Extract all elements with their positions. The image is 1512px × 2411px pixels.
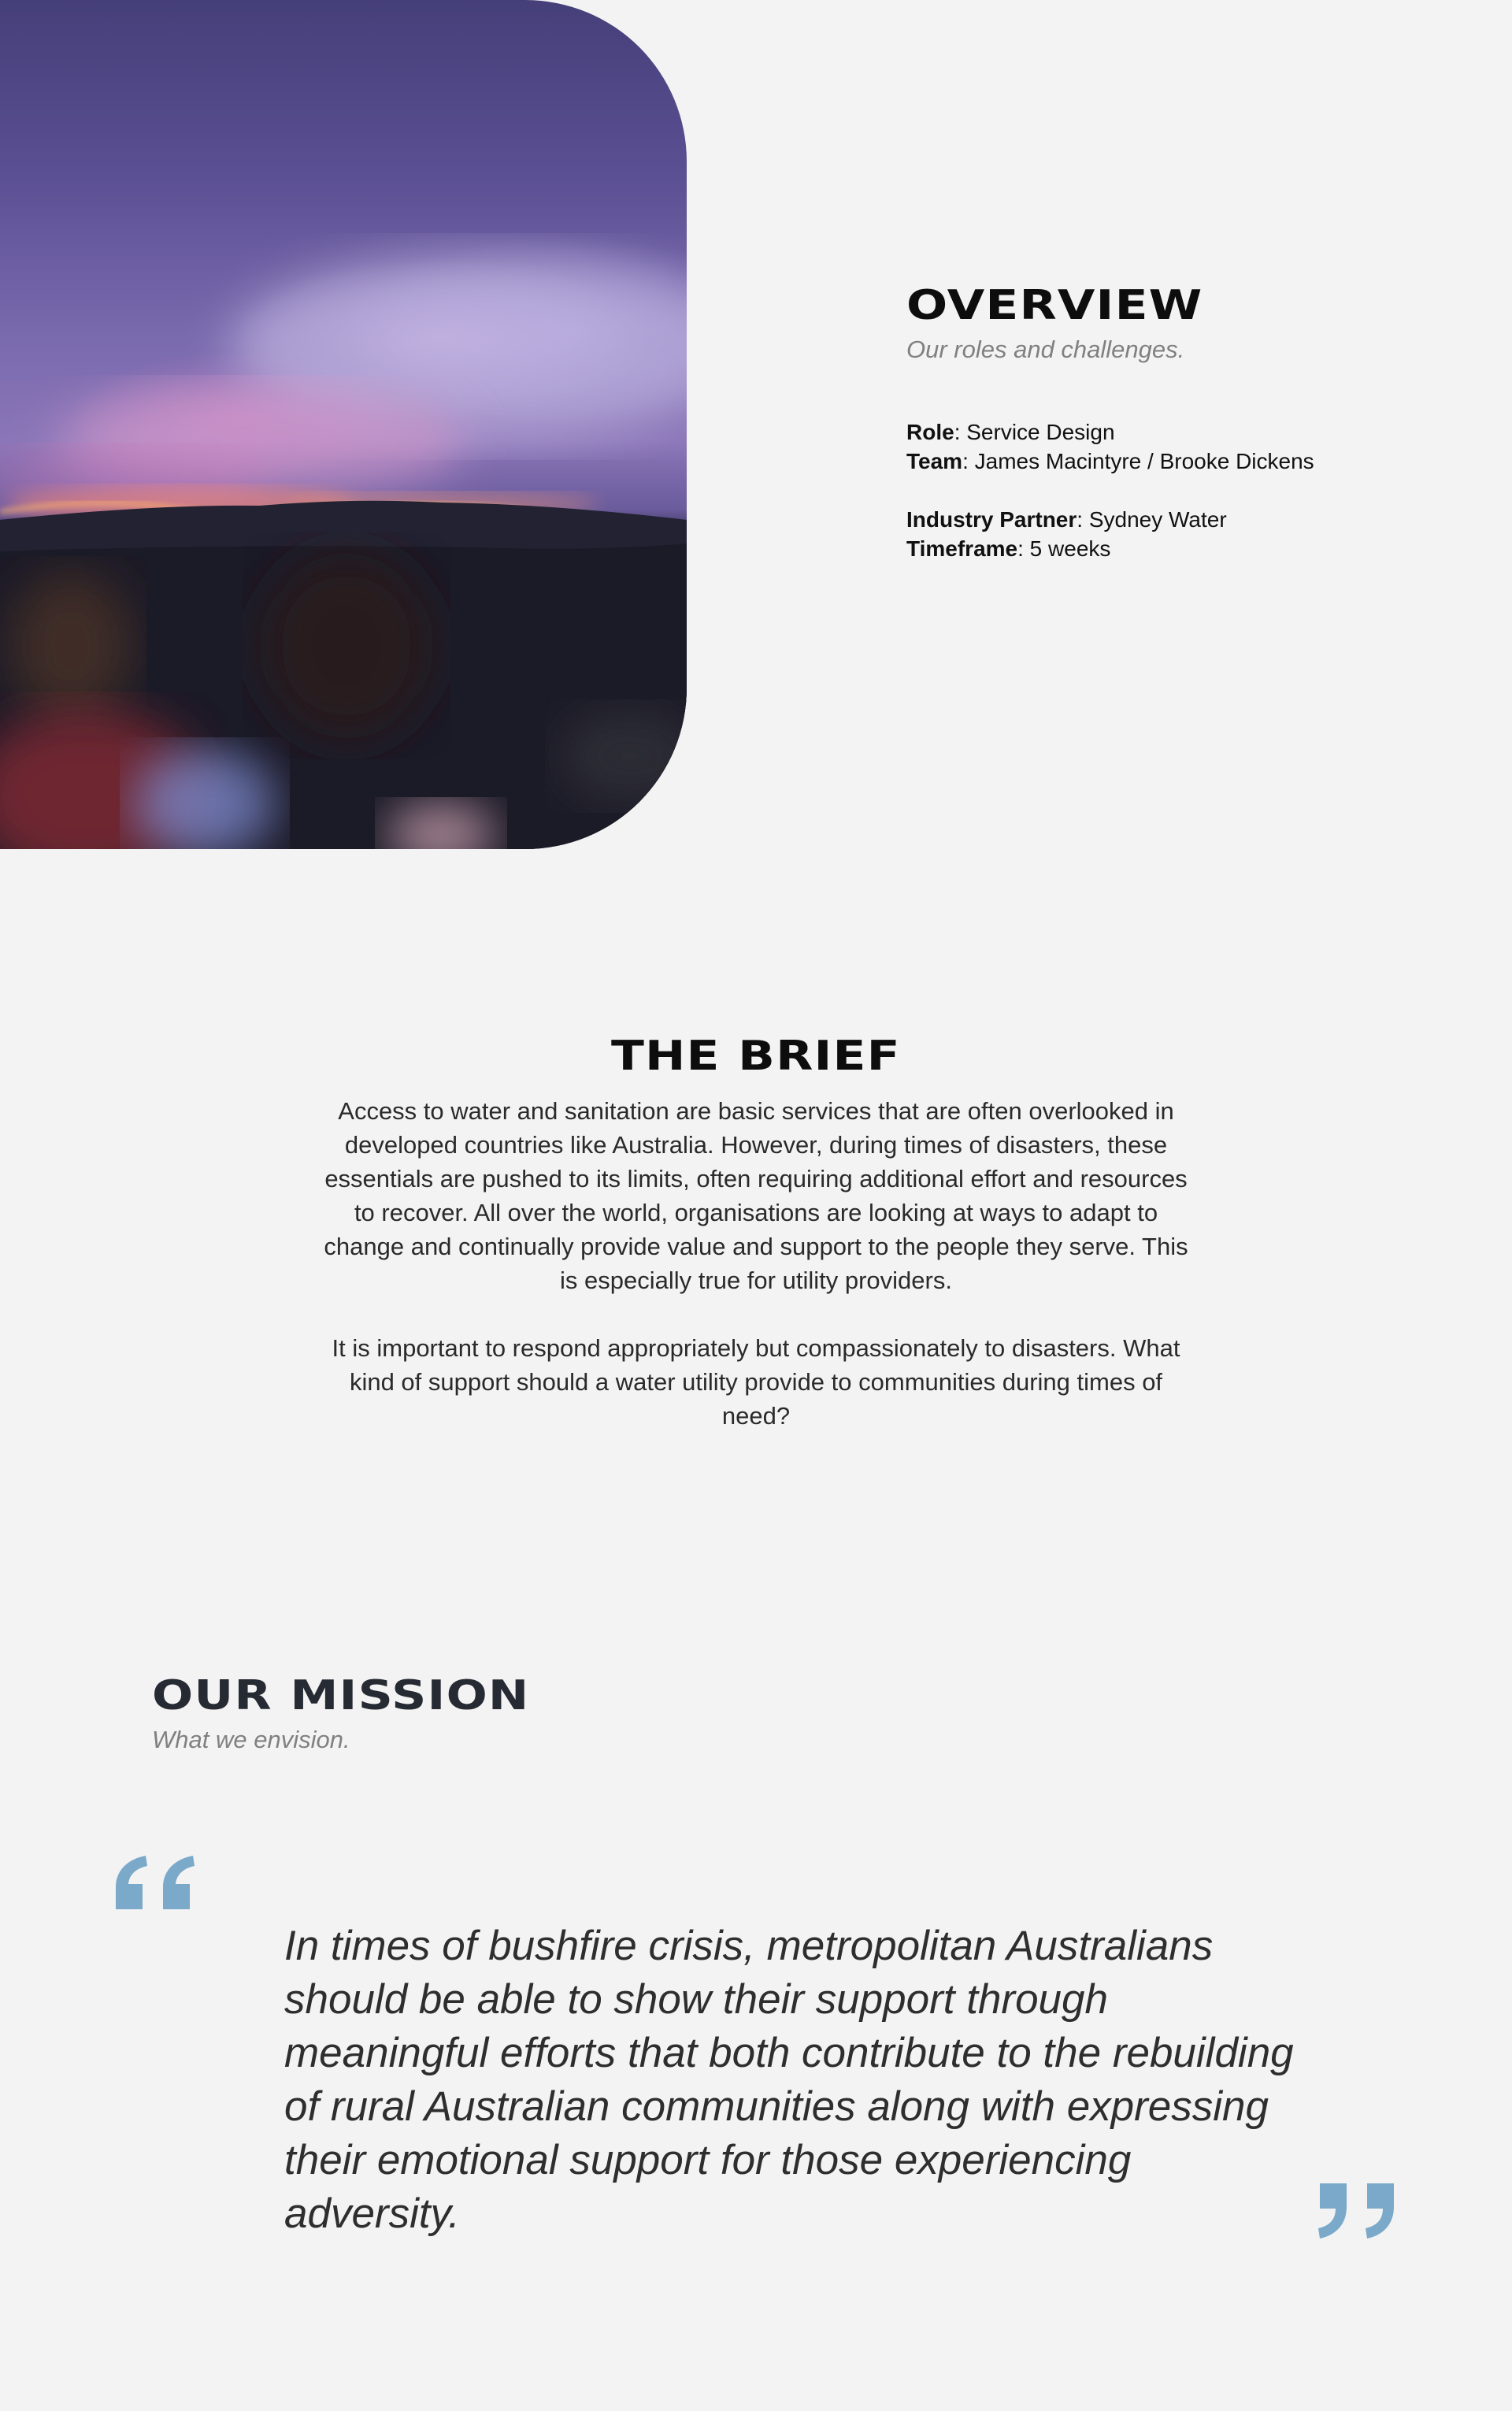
role-label: Role: [906, 420, 954, 444]
partner-value: : Sydney Water: [1077, 507, 1227, 532]
overview-title: OVERVIEW: [906, 282, 1203, 329]
bushfire-landscape-photo: [0, 0, 687, 849]
brief-paragraph-2: It is important to respond appropriately but compassionately to disasters. What kind of support should a water utility provide to communities during times of need?: [332, 1334, 1180, 1430]
open-quote-icon: [105, 1853, 199, 1920]
partner-label: Industry Partner: [906, 507, 1077, 532]
hero-image: [0, 0, 687, 849]
brief-paragraph-1: Access to water and sanitation are basic services that are often overlooked in developed countries like Australia. However, during times of disasters, these essentials are pushed to its limits, often requiring additional effort and resources to recover. All over the world, organisations are looking at ways to adapt to change and continually provide value and support to the people they serve. This is especially true for utility providers.: [324, 1097, 1188, 1294]
mission-title: OUR MISSION: [152, 1672, 530, 1719]
mission-section: [152, 1667, 861, 1756]
role-value: : Service Design: [954, 420, 1115, 444]
timeframe-value: : 5 weeks: [1017, 536, 1111, 561]
team-row: [906, 447, 1473, 476]
overview-section: [906, 277, 1473, 563]
mission-quote: In times of bushfire crisis, metropolitan Australians should be able to show their support through meaningful efforts that both contribute to the rebuilding of rural Australian communities along with expressing their emotional support for those experiencing adversity.: [284, 1923, 1294, 2237]
close-quote-icon: [1315, 2179, 1410, 2246]
brief-section: [284, 1028, 1228, 1467]
brief-text: [319, 1094, 1193, 1433]
timeframe-row: [906, 534, 1473, 563]
partner-row: [906, 505, 1473, 534]
role-row: [906, 417, 1473, 447]
team-label: Team: [906, 449, 963, 473]
mission-subtitle: What we envision.: [152, 1726, 350, 1753]
overview-subtitle: Our roles and challenges.: [906, 336, 1185, 363]
project-meta: [906, 417, 1473, 563]
timeframe-label: Timeframe: [906, 536, 1018, 561]
brief-title: THE BRIEF: [611, 1033, 901, 1080]
team-value: : James Macintyre / Brooke Dickens: [962, 449, 1314, 473]
